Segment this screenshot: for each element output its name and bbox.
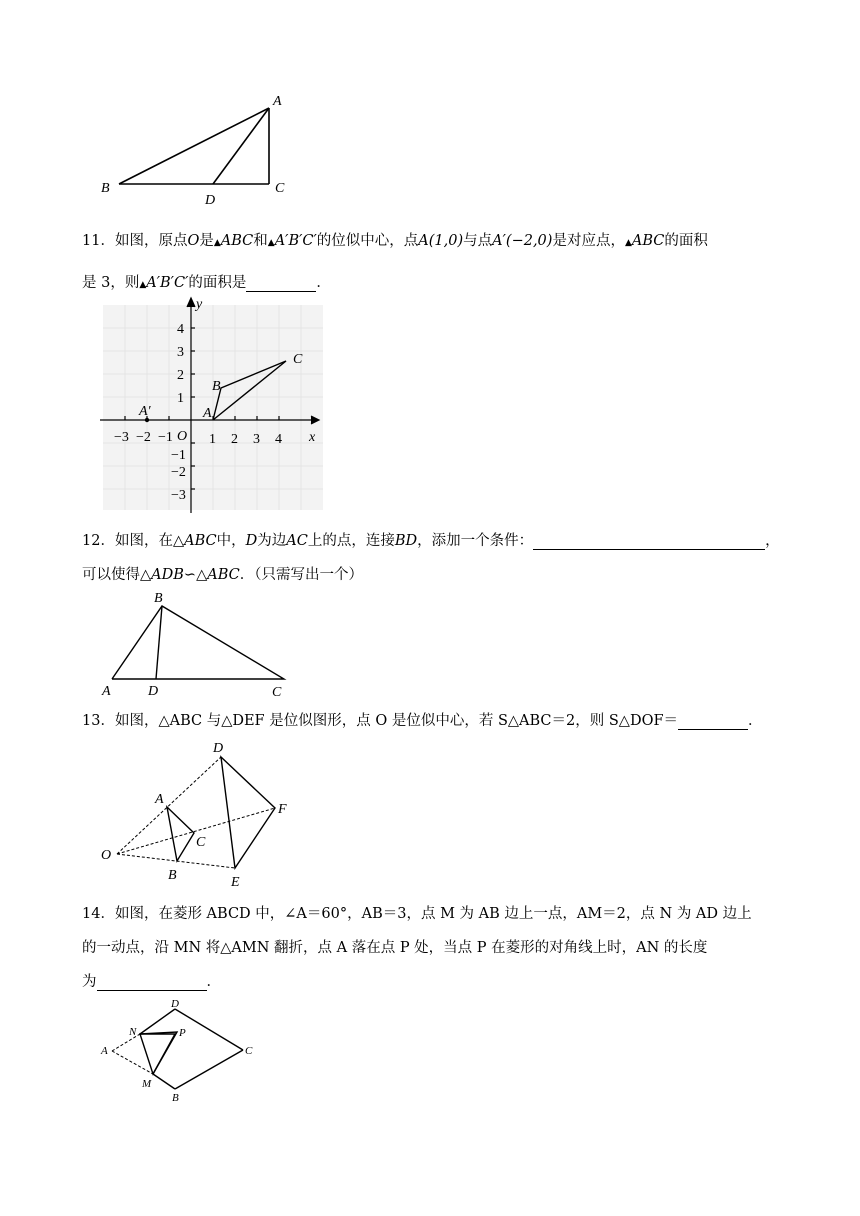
- question-14-line2: 的一动点，沿 MN 将△AMN 翻折，点 A 落在点 P 处，当点 P 在菱形的对角线上时，AN 的长度: [82, 940, 708, 956]
- label-b: B: [172, 1092, 179, 1104]
- label-c: C: [272, 685, 282, 700]
- label-b: B: [101, 181, 110, 196]
- question-14-line1: 14．如图，在菱形 ABCD 中，∠A＝60°，AB＝3，点 M 为 AB 边上一点，AM＝2，点 N 为 AD 边上: [82, 906, 752, 922]
- label-b: B: [212, 379, 221, 394]
- question-14-line3: 为 ．: [82, 974, 221, 990]
- label-a: A: [273, 94, 282, 109]
- label-c: C: [275, 181, 285, 196]
- label-b: B: [168, 868, 177, 883]
- x-tick: 3: [253, 432, 260, 447]
- label-f: F: [278, 802, 287, 817]
- x-axis-label: x: [309, 430, 316, 445]
- label-d: D: [205, 193, 216, 208]
- origin-label: O: [177, 429, 188, 444]
- question-11-line2: 是 3，则▲A′B′C′的面积是 ．: [82, 275, 331, 291]
- figure-14: [95, 997, 265, 1107]
- answer-blank-14[interactable]: [97, 974, 207, 991]
- label-d: D: [148, 684, 159, 699]
- y-tick: 1: [177, 391, 184, 406]
- x-tick: −1: [158, 430, 173, 445]
- label-a-prime: A′: [139, 404, 151, 419]
- label-a: A: [102, 684, 111, 699]
- x-tick: −3: [114, 430, 129, 445]
- label-a: A: [101, 1045, 108, 1057]
- x-tick: 4: [275, 432, 282, 447]
- label-b: B: [154, 591, 163, 606]
- label-m: M: [142, 1078, 152, 1090]
- label-c: C: [196, 835, 206, 850]
- y-tick: 4: [177, 322, 184, 337]
- figure-10: [95, 88, 305, 213]
- label-n: N: [129, 1026, 137, 1038]
- question-13: 13．如图，△ABC 与△DEF 是位似图形，点 O 是位似中心，若 S△ABC＝2，则 S△DOF＝ ．: [82, 713, 763, 729]
- answer-blank-12[interactable]: [533, 533, 765, 550]
- label-d: D: [171, 998, 179, 1010]
- question-12-line1: 12．如图，在△ABC中，D为边AC上的点，连接BD，添加一个条件： ，: [82, 533, 780, 549]
- x-tick: 2: [231, 432, 238, 447]
- y-tick: 2: [177, 368, 184, 383]
- label-c: C: [245, 1045, 253, 1057]
- label-a: A: [155, 792, 164, 807]
- figure-11: [95, 295, 330, 517]
- question-12-line2: 可以使得△ADB∽△ABC．（只需写出一个）: [82, 567, 363, 583]
- label-o: O: [101, 848, 112, 863]
- figure-12: [98, 588, 298, 703]
- x-tick: 1: [209, 432, 216, 447]
- y-tick: −1: [171, 448, 186, 463]
- question-11-line1: 11．如图，原点O是▲ABC和▲A′B′C′的位似中心，点A(1,0)与点A′(−2,0)是对应点，▲ABC的面积: [82, 233, 708, 249]
- figure-13: [95, 735, 305, 890]
- label-e: E: [231, 875, 240, 890]
- x-tick: −2: [136, 430, 151, 445]
- y-axis-label: y: [196, 297, 203, 312]
- y-tick: 3: [177, 345, 184, 360]
- y-tick: −2: [171, 465, 186, 480]
- label-c: C: [293, 352, 303, 367]
- y-tick: −3: [171, 488, 186, 503]
- answer-blank-13[interactable]: [678, 713, 748, 730]
- answer-blank-11[interactable]: [246, 275, 316, 292]
- label-a: A: [203, 406, 212, 421]
- label-p: P: [179, 1027, 186, 1039]
- label-d: D: [213, 741, 224, 756]
